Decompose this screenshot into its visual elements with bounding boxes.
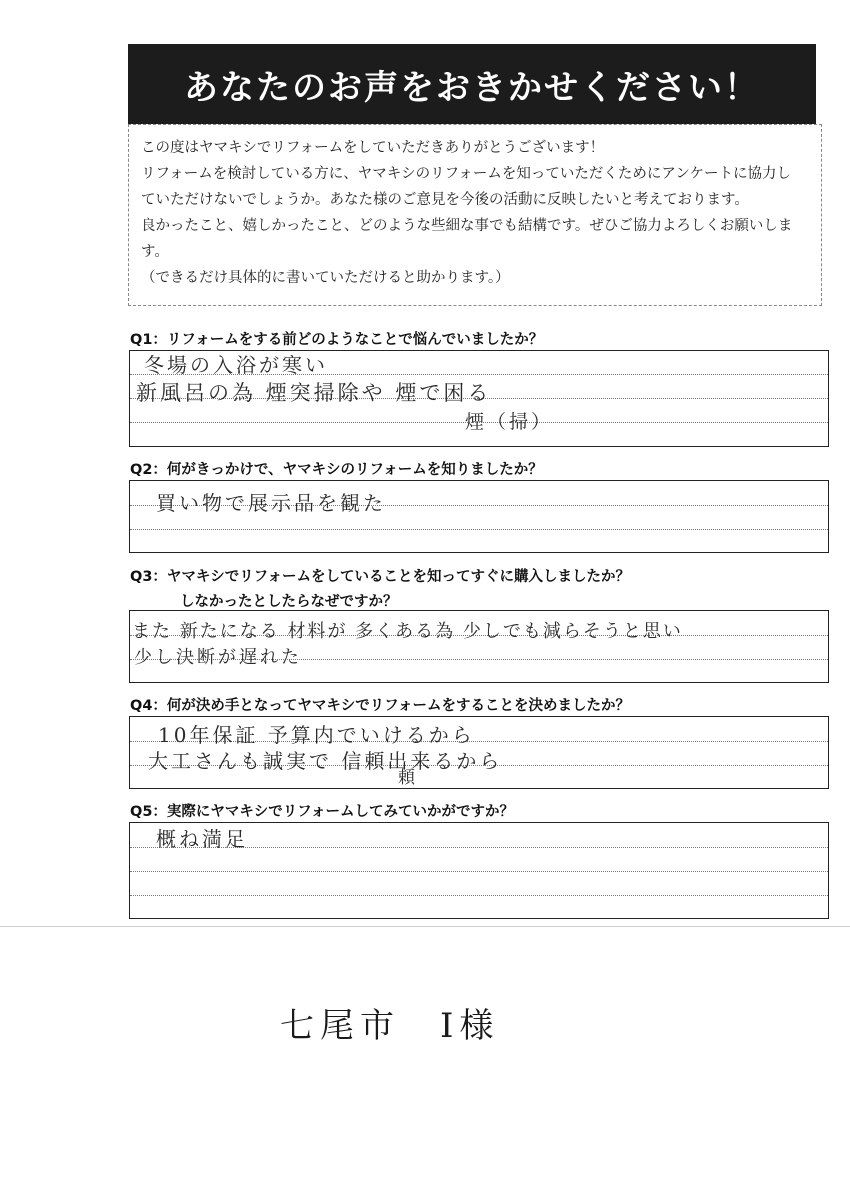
answer-1-box[interactable] <box>129 350 829 447</box>
intro-line: す。 <box>141 244 169 260</box>
intro-text-box <box>128 124 822 306</box>
question-3-label <box>130 565 630 611</box>
answer-5-line-1: 概ね満足 <box>156 827 248 851</box>
answer-3-line-2: 少し決断が遅れた <box>134 647 302 668</box>
answer-1-line-1: 冬場の入浴が寒い <box>144 353 328 377</box>
customer-signature: 七尾市 I様 <box>280 1006 500 1046</box>
question-5-label: Q5：実際にヤマキシでリフォームしてみていかがですか？ <box>130 804 515 820</box>
answer-1-line-2: 新風呂の為 煙突掃除や 煙で困る <box>136 381 492 405</box>
answer-1-line-3: 煙（掃） <box>465 411 554 433</box>
intro-line: ていただけないでしょうか。あなた様のご意見を今後の活動に反映したいと考えております。 <box>141 192 749 208</box>
question-2-label: Q2：何がきっかけで、ヤマキシのリフォームを知りましたか？ <box>130 462 543 478</box>
answer-4-line-2: 大工さんも誠実で 信頼出来るから <box>148 749 503 773</box>
answer-3-line-1: また 新たになる 材料が 多くある為 少しでも減らそうと思い <box>132 621 683 642</box>
answer-4-line-3: 頼 <box>398 768 418 788</box>
answer-2-line-1: 買い物で展示品を観た <box>156 491 386 515</box>
question-3-text: Q3：ヤマキシでリフォームをしていることを知ってすぐに購入しましたか？ <box>130 569 631 585</box>
intro-line: この度はヤマキシでリフォームをしていただきありがとうございます！ <box>141 140 605 156</box>
question-1-label: Q1：リフォームをする前どのようなことで悩んでいましたか？ <box>130 332 544 348</box>
answer-4-line-1: 10年保証 予算内でいけるから <box>158 723 475 747</box>
intro-line: 良かったこと、嬉しかったこと、どのような些細な事でも結構です。ぜひご協力よろしくお願いしま <box>141 218 793 234</box>
signature-area <box>0 926 850 1201</box>
answer-2-box[interactable] <box>129 480 829 553</box>
page-title: あなたのお声をおきかせください！ <box>128 44 816 124</box>
question-3-subtext: しなかったとしたらなぜですか？ <box>180 594 398 610</box>
intro-line: リフォームを検討している方に、ヤマキシのリフォームを知っていただくためにアンケートに協力し <box>141 166 792 182</box>
intro-line: （できるだけ具体的に書いていただけると助かります。） <box>141 270 510 286</box>
answer-5-box[interactable] <box>129 822 829 919</box>
question-4-label: Q4：何が決め手となってヤマキシでリフォームをすることを決めましたか？ <box>130 698 631 714</box>
answer-3-box[interactable] <box>129 610 829 683</box>
answer-4-box[interactable] <box>129 716 829 789</box>
